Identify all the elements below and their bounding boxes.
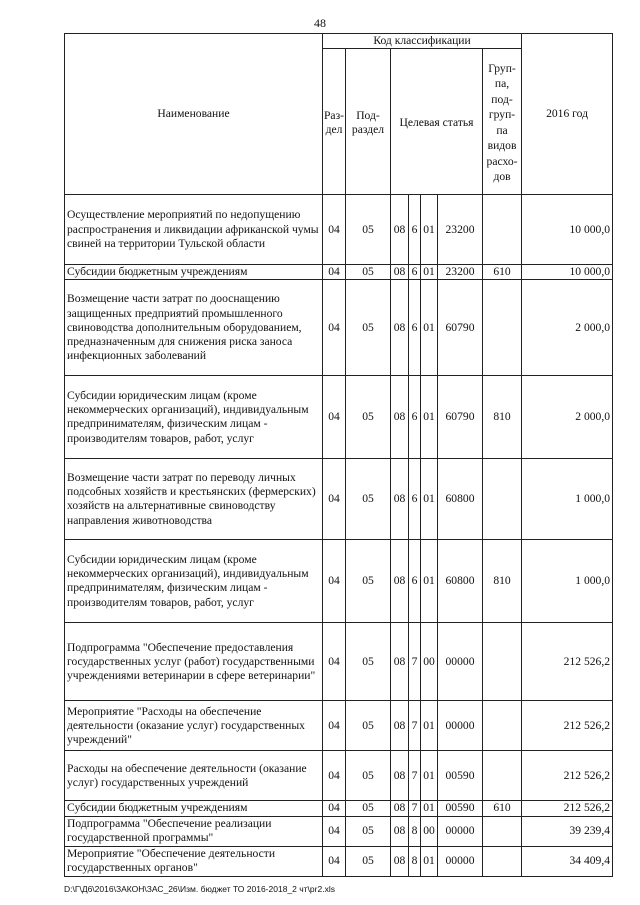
row-expense-group — [483, 459, 522, 540]
row-target-program: 08 — [391, 280, 409, 376]
row-target-subprogram: 8 — [409, 846, 421, 876]
row-expense-group — [483, 701, 522, 751]
row-razdel: 04 — [323, 540, 346, 623]
row-target-event: 01 — [421, 751, 438, 801]
row-podrazdel: 05 — [346, 540, 391, 623]
row-name: Субсидии юридическим лицам (кроме некоммерческих организаций), индивидуальным предпринимателям, физическим лицам - производителям товаров, работ, услуг — [65, 376, 323, 459]
table-row — [65, 701, 613, 751]
row-expense-group: 610 — [483, 801, 522, 816]
row-expense-group: 810 — [483, 540, 522, 623]
row-expense-group — [483, 280, 522, 376]
row-amount: 34 409,4 — [522, 846, 613, 876]
header-target: Целевая статья — [391, 49, 483, 195]
row-target-event: 01 — [421, 801, 438, 816]
row-target-program: 08 — [391, 265, 409, 280]
row-podrazdel: 05 — [346, 195, 391, 265]
row-podrazdel: 05 — [346, 801, 391, 816]
row-target-program: 08 — [391, 701, 409, 751]
row-expense-group — [483, 846, 522, 876]
header-name: Наименование — [65, 34, 323, 195]
row-target-direction: 60790 — [438, 376, 483, 459]
row-amount: 2 000,0 — [522, 280, 613, 376]
row-target-event: 00 — [421, 623, 438, 701]
row-target-direction: 23200 — [438, 195, 483, 265]
table-row — [65, 280, 613, 376]
row-razdel: 04 — [323, 376, 346, 459]
row-razdel: 04 — [323, 195, 346, 265]
row-target-subprogram: 7 — [409, 701, 421, 751]
row-razdel: 04 — [323, 623, 346, 701]
table-row — [65, 816, 613, 846]
row-target-direction: 00000 — [438, 623, 483, 701]
row-expense-group — [483, 195, 522, 265]
row-name: Подпрограмма "Обеспечение реализации государственной программы" — [65, 816, 323, 846]
row-target-subprogram: 6 — [409, 376, 421, 459]
row-amount: 212 526,2 — [522, 623, 613, 701]
row-target-program: 08 — [391, 751, 409, 801]
row-podrazdel: 05 — [346, 751, 391, 801]
row-target-event: 01 — [421, 846, 438, 876]
row-target-direction: 00590 — [438, 801, 483, 816]
row-target-event: 01 — [421, 195, 438, 265]
row-target-direction: 60800 — [438, 459, 483, 540]
row-target-program: 08 — [391, 801, 409, 816]
table-row — [65, 265, 613, 280]
row-target-subprogram: 6 — [409, 540, 421, 623]
row-podrazdel: 05 — [346, 280, 391, 376]
row-name: Возмещение части затрат по дооснащению защищенных предприятий промышленного свиноводства дополнительным оборудованием, предназначенным для снижения риска заноса инфекционных заболеваний — [65, 280, 323, 376]
row-podrazdel: 05 — [346, 623, 391, 701]
row-expense-group — [483, 623, 522, 701]
table-row — [65, 846, 613, 876]
row-amount: 212 526,2 — [522, 751, 613, 801]
row-name: Мероприятие "Обеспечение деятельности государственных органов" — [65, 846, 323, 876]
row-target-direction: 00000 — [438, 701, 483, 751]
row-expense-group — [483, 751, 522, 801]
row-razdel: 04 — [323, 265, 346, 280]
row-target-program: 08 — [391, 816, 409, 846]
table-row — [65, 801, 613, 816]
table-row — [65, 459, 613, 540]
file-path-footer: D:\Г\Д6\2016\ЗАКОН\ЗАС_26\Изм. бюджет ТО 2016-2018_2 чт\pr2.xls — [64, 884, 335, 894]
table-body — [65, 195, 613, 876]
row-target-subprogram: 7 — [409, 751, 421, 801]
row-razdel: 04 — [323, 459, 346, 540]
row-expense-group: 610 — [483, 265, 522, 280]
row-podrazdel: 05 — [346, 846, 391, 876]
row-podrazdel: 05 — [346, 459, 391, 540]
row-amount: 39 239,4 — [522, 816, 613, 846]
row-target-subprogram: 6 — [409, 265, 421, 280]
row-target-subprogram: 6 — [409, 280, 421, 376]
table-row — [65, 751, 613, 801]
table-row — [65, 195, 613, 265]
row-target-event: 01 — [421, 376, 438, 459]
row-name: Расходы на обеспечение деятельности (оказание услуг) государственных учреждений — [65, 751, 323, 801]
row-target-program: 08 — [391, 540, 409, 623]
row-amount: 212 526,2 — [522, 801, 613, 816]
row-name: Субсидии бюджетным учреждениям — [65, 265, 323, 280]
row-podrazdel: 05 — [346, 265, 391, 280]
header-podrazdel: Под- раздел — [346, 49, 391, 195]
row-podrazdel: 05 — [346, 701, 391, 751]
row-amount: 10 000,0 — [522, 195, 613, 265]
budget-table — [64, 33, 613, 877]
row-target-direction: 60800 — [438, 540, 483, 623]
row-target-program: 08 — [391, 195, 409, 265]
row-target-program: 08 — [391, 459, 409, 540]
row-name: Субсидии бюджетным учреждениям — [65, 801, 323, 816]
row-razdel: 04 — [323, 801, 346, 816]
row-target-subprogram: 7 — [409, 801, 421, 816]
header-code: Код классификации — [323, 34, 522, 49]
row-name: Осуществление мероприятий по недопущению распространения и ликвидации африканской чумы свиней на территории Тульской области — [65, 195, 323, 265]
row-razdel: 04 — [323, 280, 346, 376]
row-target-subprogram: 6 — [409, 195, 421, 265]
header-razdel: Раз- дел — [323, 49, 346, 195]
row-name: Подпрограмма "Обеспечение предоставления государственных услуг (работ) государственными учреждениями ветеринарии в сфере ветеринарии" — [65, 623, 323, 701]
row-amount: 2 000,0 — [522, 376, 613, 459]
row-target-event: 01 — [421, 540, 438, 623]
row-amount: 10 000,0 — [522, 265, 613, 280]
row-name: Возмещение части затрат по переводу личных подсобных хозяйств и крестьянских (фермерских) хозяйств на альтернативные свиноводству направления животноводства — [65, 459, 323, 540]
row-target-event: 01 — [421, 265, 438, 280]
header-year: 2016 год — [522, 34, 613, 195]
row-razdel: 04 — [323, 816, 346, 846]
row-target-direction: 60790 — [438, 280, 483, 376]
row-expense-group — [483, 816, 522, 846]
row-target-event: 00 — [421, 816, 438, 846]
row-amount: 1 000,0 — [522, 459, 613, 540]
row-expense-group: 810 — [483, 376, 522, 459]
row-amount: 1 000,0 — [522, 540, 613, 623]
row-target-subprogram: 6 — [409, 459, 421, 540]
row-razdel: 04 — [323, 751, 346, 801]
row-target-direction: 23200 — [438, 265, 483, 280]
page-number: 48 — [314, 16, 326, 30]
row-target-subprogram: 7 — [409, 623, 421, 701]
table-row — [65, 540, 613, 623]
row-target-program: 08 — [391, 623, 409, 701]
row-target-direction: 00590 — [438, 751, 483, 801]
row-razdel: 04 — [323, 846, 346, 876]
row-target-direction: 00000 — [438, 846, 483, 876]
row-target-event: 01 — [421, 459, 438, 540]
row-podrazdel: 05 — [346, 376, 391, 459]
row-target-direction: 00000 — [438, 816, 483, 846]
row-name: Мероприятие "Расходы на обеспечение деятельности (оказание услуг) государственных учреждений" — [65, 701, 323, 751]
row-razdel: 04 — [323, 701, 346, 751]
row-name: Субсидии юридическим лицам (кроме некоммерческих организаций), индивидуальным предпринимателям, физическим лицам - производителям товаров, работ, услуг — [65, 540, 323, 623]
table-row — [65, 376, 613, 459]
row-target-event: 01 — [421, 701, 438, 751]
row-target-event: 01 — [421, 280, 438, 376]
row-podrazdel: 05 — [346, 816, 391, 846]
row-amount: 212 526,2 — [522, 701, 613, 751]
row-target-program: 08 — [391, 376, 409, 459]
row-target-program: 08 — [391, 846, 409, 876]
table-row — [65, 623, 613, 701]
header-group: Груп- па, под- груп- па видов расхо- дов — [483, 49, 522, 195]
row-target-subprogram: 8 — [409, 816, 421, 846]
